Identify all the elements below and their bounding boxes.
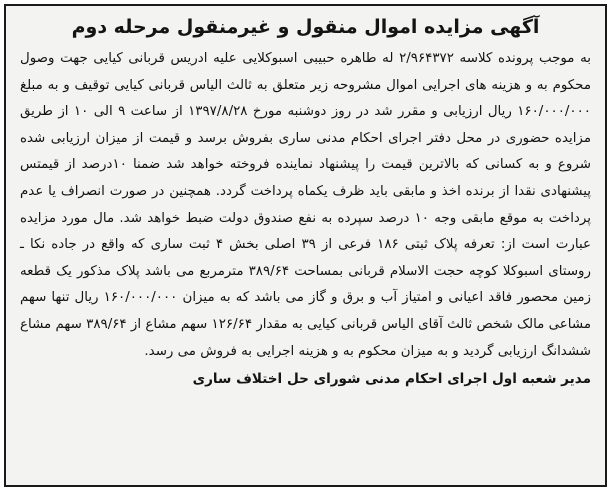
notice-title: آگهی مزایده اموال منقول و غیرمنقول مرحله دوم <box>71 16 540 38</box>
notice-signature: مدیر شعبه اول اجرای احکام مدنی شورای حل اختلاف ساری <box>192 371 591 388</box>
auction-notice <box>4 4 607 487</box>
notice-body: به موجب پرونده کلاسه ۲/۹۶۴۳۷۲ له طاهره حبیبی اسبوکلایی علیه ادریس قربانی کیایی جهت وصول محکوم به و هزینه های اجرایی اموال مشروحه زیر متعلق به ثالث الیاس قربانی کیایی توقیف و به مبلغ ۱۶۰/۰۰۰/۰۰۰ ریال ارزیابی و مقرر شد در روز دوشنبه مورخ ۱۳۹۷/۸/۲۸ از ساعت ۹ الی ۱۰ از طریق مزایده حضوری در محل دفتر اجرای احکام مدنی ساری بفروش برسد و قیمت از میزان ارزیابی شده شروع و به کسانی که بالاترین قیمت را پیشنهاد نماینده فروخته خواهد شد ضمنا ۱۰درصد از قیمتس پیشنهادی نقدا از برنده اخذ و مابقی باید ظرف یکماه پرداخت گردد. همچنین در صورت انصراف یا عدم پرداخت به موقع مابقی وجه ۱۰ درصد سپرده به نفع صندوق دولت ضبط خواهد شد. مال مورد مزایده عبارت است از: تعرفه پلاک ثبتی ۱۸۶ فرعی از ۳۹ اصلی بخش ۴ ثبت ساری که واقع در جاده نکا ـ روستای اسبوکلا کوچه حجت الاسلام قربانی بمساحت ۳۸۹/۶۴ مترمربع می باشد پلاک مذکور یک قطعه زمین محصور فاقد اعیانی و امتیاز آب و برق و گاز می باشد که به میزان ۱۶۰/۰۰۰/۰۰۰ ریال تنها سهم مشاعی مالک شخص ثالث آقای الیاس قربانی کیایی به مقدار ۱۲۶/۶۴ سهم مشاع از ۳۸۹/۶۴ سهم مشاع ششدانگ ارزیابی گردید و به میزان محکوم به و هزینه اجرایی به فروش می رسد. <box>20 51 591 359</box>
